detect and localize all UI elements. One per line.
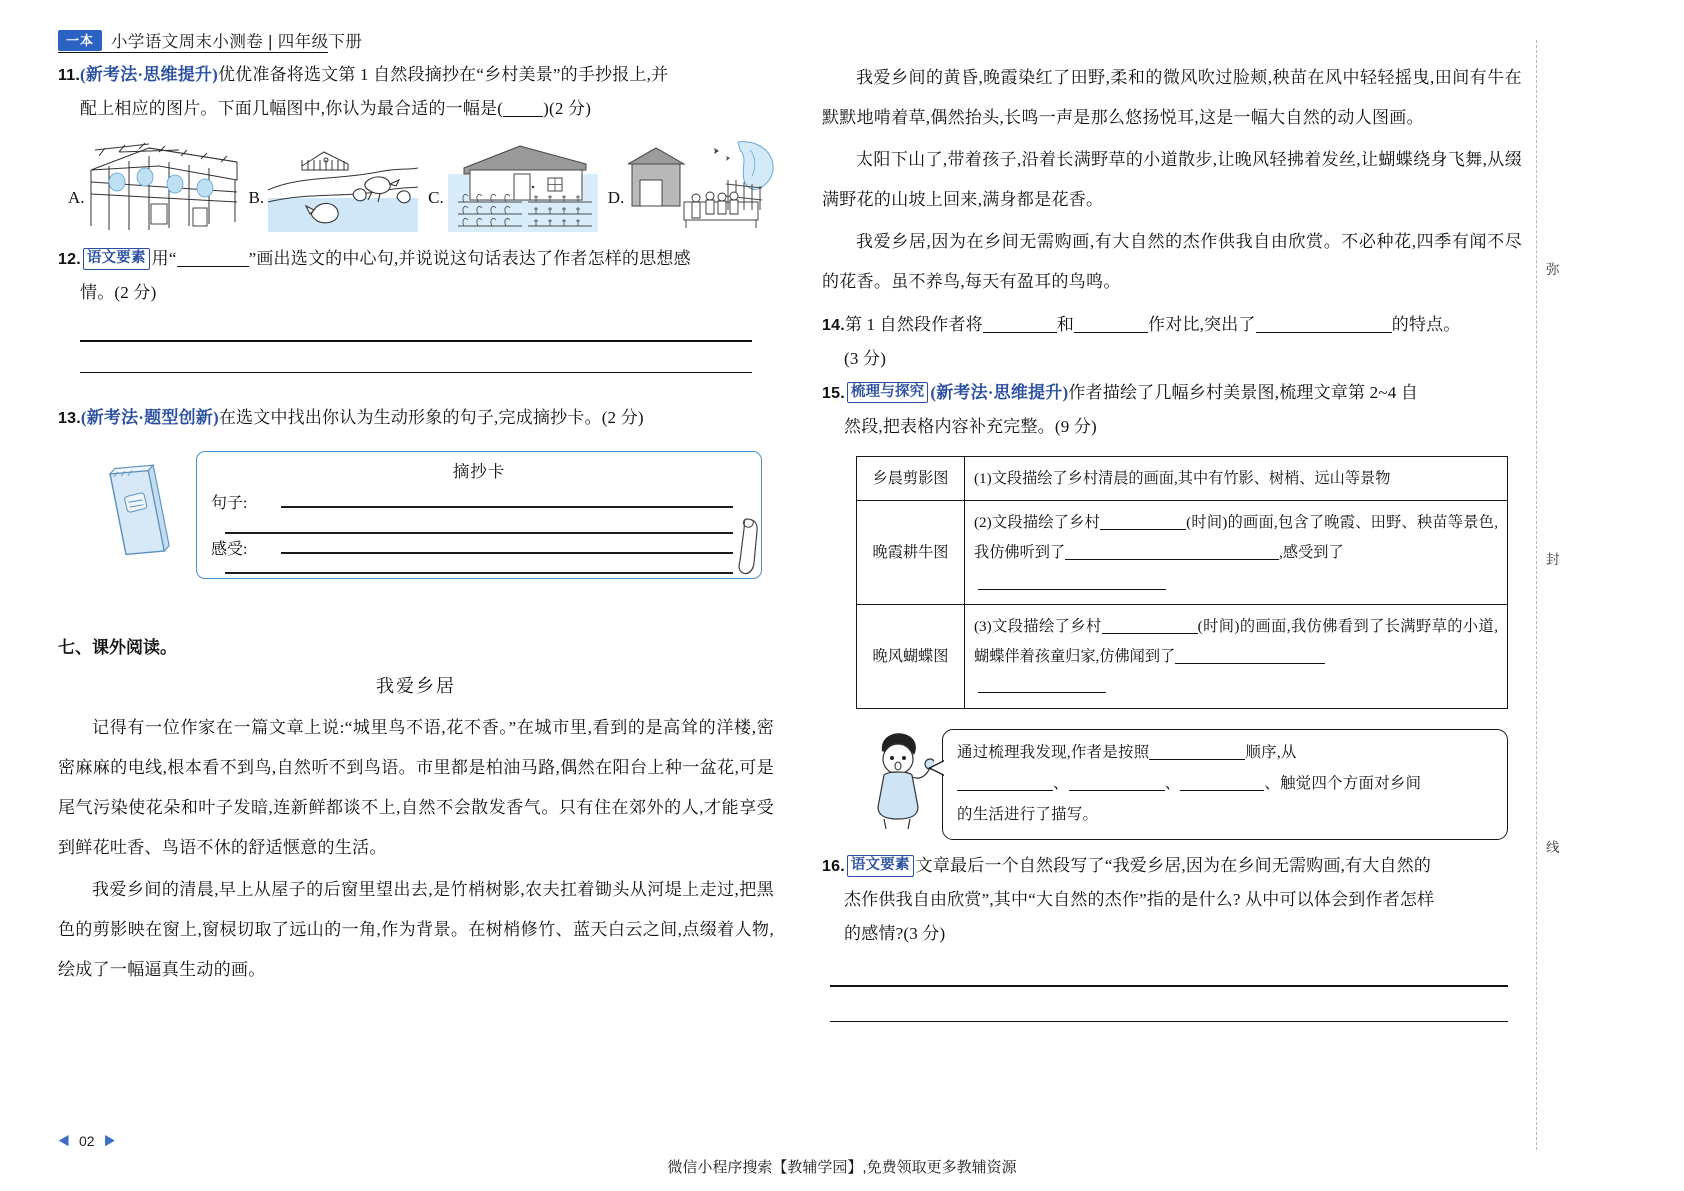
question-14 xyxy=(822,308,1522,376)
page-number: 02 xyxy=(79,1132,95,1149)
answer-blank-row3-time[interactable] xyxy=(1102,633,1198,634)
question-16 xyxy=(822,849,1522,951)
brand-badge: 一本 xyxy=(58,30,102,51)
row3-text-b: (时间)的画面,我仿佛看到了长满野草的小道,蝴蝶伴着孩童归家,仿佛闻到了 xyxy=(974,618,1498,665)
answer-line-q16-2[interactable] xyxy=(830,1021,1508,1023)
page-header xyxy=(58,28,362,52)
table-row-label: 乡晨剪影图 xyxy=(857,456,965,501)
bubble-text-b: 顺序,从 xyxy=(1245,744,1297,762)
question-12-text-a: 用“ xyxy=(151,249,177,268)
table-row xyxy=(857,501,1508,605)
question-15-tag: (新考法·思维提升) xyxy=(930,382,1069,402)
question-14-text-b: 和 xyxy=(1056,314,1075,334)
question-11-text-line1: 优优准备将选文第 1 自然段摘抄在“乡村美景”的手抄报上,并 xyxy=(217,65,669,84)
question-12-text-b: ”画出选文的中心句,并说说这句话表达了作者怎样的思想感 xyxy=(248,249,691,268)
bubble-text-line3: 的生活进行了描写。 xyxy=(957,805,1099,823)
left-column xyxy=(58,58,774,992)
excerpt-card xyxy=(196,451,762,579)
village-house-tree-illustration xyxy=(628,140,778,232)
row3-text-a: (3)文段描绘了乡村 xyxy=(974,618,1102,636)
question-11-options xyxy=(68,140,774,232)
answer-blank-row3-smell[interactable] xyxy=(1175,663,1325,664)
seal-dashed-line xyxy=(1536,40,1537,1150)
seal-mark-bottom: 线 xyxy=(1546,840,1560,855)
question-13 xyxy=(58,401,774,435)
question-11-text-line2-tail: )(2 分) xyxy=(543,99,592,118)
option-d[interactable] xyxy=(608,140,779,232)
answer-blank-row2-feel[interactable] xyxy=(978,589,1166,590)
answer-blank-sense-2[interactable] xyxy=(1069,790,1165,791)
option-b-label: B. xyxy=(248,188,265,207)
answer-blank-row2-time[interactable] xyxy=(1100,529,1186,530)
question-14-number: 14. xyxy=(822,316,845,334)
answer-blank-q12[interactable] xyxy=(177,266,249,267)
question-15-badge: 梳理与探究 xyxy=(847,382,929,404)
question-15-text-line1: 作者描绘了几幅乡村美景图,梳理文章第 2~4 自 xyxy=(1068,382,1419,402)
reflection-bubble: 通过梳理我发现,作者是按照 顺序,从 、 、 、触觉四个方面对乡间 的生活进行了描写。 xyxy=(942,729,1508,839)
table-row-label: 晚风蝴蝶图 xyxy=(857,605,965,709)
boy-student-icon xyxy=(864,729,934,829)
question-14-text-line2: (3 分) xyxy=(844,348,887,368)
question-15-number: 15. xyxy=(822,384,845,402)
excerpt-card-feeling-line-1[interactable] xyxy=(281,552,733,554)
excerpt-card-feeling-line-2[interactable] xyxy=(225,572,733,574)
passage-title: 我爱乡居 xyxy=(376,676,456,696)
question-12-badge: 语文要素 xyxy=(83,248,150,270)
answer-line-q12-1[interactable] xyxy=(80,340,752,342)
answer-blank-q14-2[interactable] xyxy=(1074,332,1148,333)
passage-paragraph: 记得有一位作家在一篇文章上说:“城里鸟不语,花不香。”在城市里,看到的是高耸的洋楼,密密麻麻的电线,根本看不到鸟,自然听不到鸟语。市里都是柏油马路,偶然在阳台上种一盆花,可是尾气污染使花朵和叶子发暗,连新鲜都谈不上,自然不会散发香气。只有住在郊外的人,才能享受到鲜花吐香、鸟语不休的舒适惬意的生活。 xyxy=(58,718,774,857)
left-arrow-icon[interactable]: ◀ xyxy=(58,1134,71,1148)
ducks-pond-illustration xyxy=(268,140,418,232)
bubble-text-a: 通过梳理我发现,作者是按照 xyxy=(957,744,1150,762)
question-15 xyxy=(822,376,1522,444)
passage-left xyxy=(58,708,774,990)
right-column xyxy=(822,58,1522,1022)
excerpt-card-sentence-line-1[interactable] xyxy=(281,506,733,508)
question-12 xyxy=(58,242,774,310)
option-b[interactable] xyxy=(249,140,419,232)
question-13-number: 13. xyxy=(58,410,81,427)
question-12-text-line2: 情。(2 分) xyxy=(80,283,157,302)
question-16-text-line2: 杰作供我自由欣赏”,其中“大自然的杰作”指的是什么? 从中可以体会到作者怎样 xyxy=(844,890,1435,910)
answer-blank-sense-3[interactable] xyxy=(1180,790,1264,791)
table-row-body xyxy=(965,501,1508,605)
answer-blank-sense-1[interactable] xyxy=(957,790,1053,791)
option-c-label: C. xyxy=(428,188,444,207)
excerpt-card-title: 摘抄卡 xyxy=(452,462,506,481)
page-number-control xyxy=(58,1132,116,1149)
header-divider xyxy=(58,52,328,53)
answer-line-q12-2[interactable] xyxy=(80,372,752,374)
question-16-text-line1: 文章最后一个自然段写了“我爱乡居,因为在乡间无需购画,有大自然的 xyxy=(915,856,1432,876)
table-row-body: (1)文段描绘了乡村清晨的画面,其中有竹影、树梢、远山等景物 xyxy=(965,456,1508,501)
passage-right xyxy=(822,58,1522,302)
right-arrow-icon[interactable]: ▶ xyxy=(103,1134,116,1148)
page-title: 小学语文周末小测卷 | 四年级下册 xyxy=(111,33,363,51)
question-11-text-line2: 配上相应的图片。下面几幅图中,你认为最合适的一幅是( xyxy=(80,99,504,118)
scroll-pen-icon xyxy=(738,517,764,579)
answer-blank-q14-3[interactable] xyxy=(1256,332,1392,333)
table-row xyxy=(857,456,1508,501)
answer-blank-q11[interactable] xyxy=(503,116,543,117)
footer-note: 微信小程序搜索【教辅学园】,免费领取更多教辅资源 xyxy=(667,1159,1017,1176)
reflection-bubble-wrapper xyxy=(856,727,1508,835)
table-row xyxy=(857,605,1508,709)
option-a-label: A. xyxy=(68,188,85,207)
question-16-badge: 语文要素 xyxy=(847,855,914,877)
answer-blank-row2-hear[interactable] xyxy=(1065,559,1279,560)
passage-paragraph: 我爱乡间的黄昏,晚霞染红了田野,柔和的微风吹过脸颊,秧苗在风中轻轻摇曳,田间有牛在默默地啃着草,偶然抬头,长鸣一声是那么悠扬悦耳,这是一幅大自然的动人图画。 xyxy=(822,68,1522,127)
seal-mark-top: 弥 xyxy=(1546,262,1560,277)
question-12-number: 12. xyxy=(58,251,81,268)
passage-paragraph: 我爱乡间的清晨,早上从屋子的后窗里望出去,是竹梢树影,农夫扛着锄头从河堤上走过,把黑色的剪影映在窗上,窗棂切取了远山的一角,作为背景。在树梢修竹、蓝天白云之间,点缀着人物,绘成了一幅逼真生动的画。 xyxy=(58,879,774,979)
question-11-tag: (新考法·思维提升) xyxy=(79,65,218,84)
question-14-text-d: 的特点。 xyxy=(1391,314,1461,334)
question-14-text-a: 第 1 自然段作者将 xyxy=(844,314,983,334)
question-16-number: 16. xyxy=(822,858,845,876)
row2-text-b: (时间)的画面,包含了晚霞、田野、秧苗等景色,我仿佛听到了 xyxy=(974,514,1498,561)
bubble-text-tail: 、触觉四个方面对乡间 xyxy=(1264,774,1422,792)
option-d-label: D. xyxy=(607,188,625,207)
excerpt-card-sentence-line-2[interactable] xyxy=(225,532,733,534)
option-a[interactable] xyxy=(68,140,239,232)
question-16-text-line3: 的感情?(3 分) xyxy=(844,924,946,944)
farmhouse-field-illustration xyxy=(448,140,598,232)
seal-mark-middle: 封 xyxy=(1546,552,1560,567)
greenhouse-frame-illustration xyxy=(89,140,239,232)
excerpt-card-wrapper xyxy=(168,451,764,581)
answer-line-q16-1[interactable] xyxy=(830,985,1508,987)
question-14-text-c: 作对比,突出了 xyxy=(1148,314,1256,334)
question-13-text: 在选文中找出你认为生动形象的句子,完成摘抄卡。(2 分) xyxy=(218,408,644,427)
table-row-label: 晚霞耕牛图 xyxy=(857,501,965,605)
question-11-number: 11. xyxy=(58,67,80,84)
option-c[interactable] xyxy=(428,140,598,232)
answer-blank-q14-1[interactable] xyxy=(983,332,1057,333)
excerpt-card-sentence-label: 句子: xyxy=(211,495,248,512)
table-row-body xyxy=(965,605,1508,709)
notebook-icon xyxy=(106,459,180,563)
row2-text-c: ,感受到了 xyxy=(1279,543,1344,561)
question-13-tag: (新考法·题型创新) xyxy=(80,408,219,427)
passage-paragraph: 我爱乡居,因为在乡间无需购画,有大自然的杰作供我自由欣赏。不必种花,四季有闻不尽的花香。虽不养鸟,每天有盈耳的鸟鸣。 xyxy=(822,231,1522,291)
answer-blank-order[interactable] xyxy=(1149,759,1245,760)
question-11 xyxy=(58,58,774,126)
summary-table xyxy=(856,456,1508,709)
passage-paragraph: 太阳下山了,带着孩子,沿着长满野草的小道散步,让晚风轻拂着发丝,让蝴蝶绕身飞舞,从缀满野花的山坡上回来,满身都是花香。 xyxy=(822,149,1522,209)
answer-blank-row3-extra[interactable] xyxy=(978,692,1106,693)
question-15-text-line2: 然段,把表格内容补充完整。(9 分) xyxy=(844,416,1097,436)
section-heading-7: 七、课外阅读。 xyxy=(58,638,177,657)
excerpt-card-feeling-label: 感受: xyxy=(211,541,248,558)
row2-text-a: (2)文段描绘了乡村 xyxy=(974,514,1101,532)
